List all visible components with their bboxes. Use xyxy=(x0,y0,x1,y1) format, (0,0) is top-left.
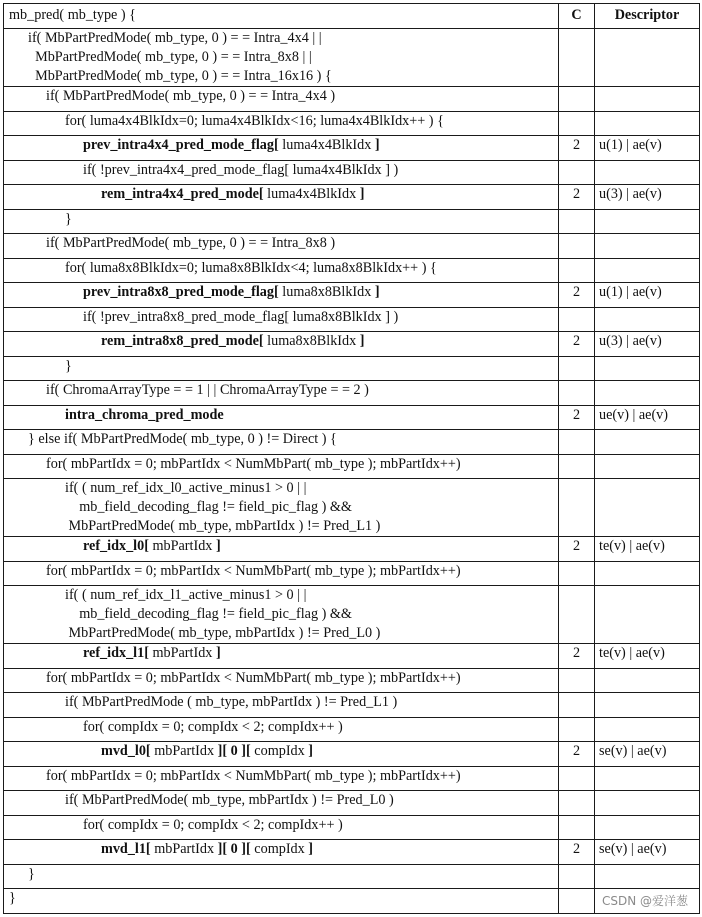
syntax-line: if( ( num_ref_idx_l0_active_minus1 > 0 | | xyxy=(65,480,307,496)
syntax-line: if( MbPartPredMode( mb_type, 0 ) = = Intra_4x4 ) xyxy=(46,88,336,104)
category-cell xyxy=(559,307,595,332)
syntax-line: if( ChromaArrayType = = 1 | | ChromaArrayType = = 2 ) xyxy=(46,382,369,398)
descriptor-cell xyxy=(595,717,700,742)
category-cell: 2 xyxy=(559,840,595,865)
syntax-line: MbPartPredMode( mb_type, 0 ) = = Intra_8x8 | | xyxy=(28,49,312,65)
syntax-line: if( !prev_intra8x8_pred_mode_flag[ luma8x8BlkIdx ] ) xyxy=(83,308,399,325)
category-cell xyxy=(559,258,595,283)
table-row xyxy=(4,454,700,479)
syntax-element-name: rem_intra4x4_pred_mode[ xyxy=(101,186,264,202)
syntax-element-index: luma8x8BlkIdx xyxy=(278,284,375,300)
syntax-line: for( luma4x4BlkIdx=0; luma4x4BlkIdx<16; luma4x4BlkIdx++ ) { xyxy=(65,112,444,129)
syntax-cell xyxy=(4,586,559,644)
syntax-cell xyxy=(4,742,559,767)
descriptor-cell xyxy=(595,87,700,112)
descriptor-cell xyxy=(595,693,700,718)
category-cell xyxy=(559,381,595,406)
table-row xyxy=(4,537,700,562)
descriptor-cell xyxy=(595,766,700,791)
syntax-line: if( MbPartPredMode( mb_type, 0 ) = = Intra_8x8 ) xyxy=(46,235,336,251)
syntax-element-name: rem_intra8x8_pred_mode[ xyxy=(101,333,264,349)
descriptor-cell xyxy=(595,864,700,889)
syntax-cell xyxy=(4,283,559,308)
syntax-element-index: compIdx xyxy=(250,841,309,857)
syntax-element-name: ref_idx_l1[ xyxy=(83,645,149,661)
syntax-element-name: prev_intra8x8_pred_mode_flag[ xyxy=(83,284,279,300)
syntax-cell xyxy=(4,864,559,889)
descriptor-cell: u(1) | ae(v) xyxy=(595,136,700,161)
syntax-line: for( mbPartIdx = 0; mbPartIdx < NumMbPart( mb_type ); mbPartIdx++) xyxy=(46,767,461,784)
syntax-line: if( MbPartPredMode ( mb_type, mbPartIdx ) != Pred_L1 ) xyxy=(65,694,398,710)
table-row xyxy=(4,479,700,537)
descriptor-cell xyxy=(595,29,700,87)
table-row xyxy=(4,111,700,136)
syntax-cell xyxy=(4,111,559,136)
syntax-element-index: luma4x4BlkIdx xyxy=(263,186,360,202)
table-row xyxy=(4,693,700,718)
table-row xyxy=(4,381,700,406)
syntax-element-name: intra_chroma_pred_mode xyxy=(65,406,224,423)
syntax-element-name: ] xyxy=(374,137,380,153)
syntax-cell xyxy=(4,561,559,586)
descriptor-cell xyxy=(595,561,700,586)
category-cell: 2 xyxy=(559,742,595,767)
syntax-element-name: ] xyxy=(359,333,365,349)
category-cell xyxy=(559,586,595,644)
syntax-line: if( !prev_intra4x4_pred_mode_flag[ luma4x4BlkIdx ] ) xyxy=(83,161,399,178)
table-row xyxy=(4,766,700,791)
table-row xyxy=(4,356,700,381)
syntax-cell xyxy=(4,307,559,332)
descriptor-cell: ue(v) | ae(v) xyxy=(595,405,700,430)
table-row xyxy=(4,234,700,259)
category-cell: 2 xyxy=(559,283,595,308)
table-body xyxy=(4,29,700,914)
table-row xyxy=(4,430,700,455)
table-row xyxy=(4,889,700,914)
syntax-element-name: ] xyxy=(359,186,365,202)
category-cell xyxy=(559,209,595,234)
syntax-cell xyxy=(4,405,559,430)
category-cell xyxy=(559,87,595,112)
category-cell xyxy=(559,479,595,537)
category-cell: 2 xyxy=(559,405,595,430)
table-row xyxy=(4,840,700,865)
descriptor-cell xyxy=(595,234,700,259)
syntax-cell xyxy=(4,381,559,406)
syntax-cell xyxy=(4,840,559,865)
descriptor-cell xyxy=(595,307,700,332)
syntax-element-index: luma4x4BlkIdx xyxy=(278,137,375,153)
table-row xyxy=(4,742,700,767)
syntax-cell xyxy=(4,644,559,669)
category-cell xyxy=(559,356,595,381)
syntax-element-name: ] xyxy=(374,284,380,300)
table-row xyxy=(4,307,700,332)
table-row xyxy=(4,29,700,87)
syntax-element-index: mbPartIdx xyxy=(148,538,216,554)
category-cell: 2 xyxy=(559,537,595,562)
table-row xyxy=(4,864,700,889)
table-row xyxy=(4,209,700,234)
table-row xyxy=(4,87,700,112)
descriptor-cell: u(3) | ae(v) xyxy=(595,185,700,210)
category-cell xyxy=(559,454,595,479)
syntax-element-name: mvd_l0[ xyxy=(101,743,151,759)
syntax-line: } xyxy=(28,865,35,882)
syntax-element-index: mbPartIdx xyxy=(150,743,218,759)
syntax-cell xyxy=(4,454,559,479)
syntax-element-name: ] xyxy=(215,538,221,554)
syntax-line: for( luma8x8BlkIdx=0; luma8x8BlkIdx<4; luma8x8BlkIdx++ ) { xyxy=(65,259,437,276)
syntax-cell xyxy=(4,258,559,283)
descriptor-cell: u(3) | ae(v) xyxy=(595,332,700,357)
category-cell xyxy=(559,717,595,742)
syntax-line: MbPartPredMode( mb_type, mbPartIdx ) != Pred_L0 ) xyxy=(65,625,381,641)
table-row xyxy=(4,258,700,283)
table-row xyxy=(4,791,700,816)
syntax-line: MbPartPredMode( mb_type, mbPartIdx ) != Pred_L1 ) xyxy=(65,518,381,534)
syntax-cell xyxy=(4,430,559,455)
syntax-line: } else if( MbPartPredMode( mb_type, 0 ) != Direct ) { xyxy=(28,431,337,447)
descriptor-cell: te(v) | ae(v) xyxy=(595,537,700,562)
descriptor-cell xyxy=(595,815,700,840)
category-cell xyxy=(559,693,595,718)
syntax-element-name: ][ 0 ][ xyxy=(217,743,251,759)
table-row xyxy=(4,717,700,742)
syntax-line: } xyxy=(65,357,72,374)
category-cell xyxy=(559,889,595,914)
syntax-cell xyxy=(4,185,559,210)
syntax-cell xyxy=(4,693,559,718)
watermark: CSDN @爱洋葱 xyxy=(601,894,688,908)
syntax-element-index: mbPartIdx xyxy=(150,841,218,857)
table-row xyxy=(4,644,700,669)
category-cell xyxy=(559,29,595,87)
syntax-element-name: ][ 0 ][ xyxy=(217,841,251,857)
syntax-line: MbPartPredMode( mb_type, 0 ) = = Intra_16x16 ) { xyxy=(28,68,332,84)
syntax-cell xyxy=(4,766,559,791)
syntax-line: mb_field_decoding_flag != field_pic_flag ) && xyxy=(65,606,352,622)
descriptor-cell: te(v) | ae(v) xyxy=(595,644,700,669)
category-cell xyxy=(559,791,595,816)
category-cell: 2 xyxy=(559,644,595,669)
table-row xyxy=(4,815,700,840)
syntax-element-name: ] xyxy=(308,743,314,759)
syntax-line: if( MbPartPredMode( mb_type, 0 ) = = Intra_4x4 | | xyxy=(28,30,322,46)
syntax-line: if( ( num_ref_idx_l1_active_minus1 > 0 | | xyxy=(65,587,307,603)
descriptor-cell xyxy=(595,791,700,816)
descriptor-cell xyxy=(595,668,700,693)
table-row xyxy=(4,136,700,161)
table-row xyxy=(4,561,700,586)
syntax-cell xyxy=(4,889,559,914)
category-cell xyxy=(559,160,595,185)
c-header: C xyxy=(559,4,595,29)
table-row xyxy=(4,185,700,210)
syntax-cell xyxy=(4,717,559,742)
syntax-header: mb_pred( mb_type ) { xyxy=(4,4,559,29)
syntax-cell xyxy=(4,136,559,161)
syntax-cell xyxy=(4,356,559,381)
descriptor-cell xyxy=(595,111,700,136)
syntax-cell xyxy=(4,209,559,234)
descriptor-cell xyxy=(595,356,700,381)
descriptor-cell xyxy=(595,258,700,283)
descriptor-cell: se(v) | ae(v) xyxy=(595,742,700,767)
syntax-element-name: ref_idx_l0[ xyxy=(83,538,149,554)
descriptor-cell xyxy=(595,479,700,537)
descriptor-cell xyxy=(595,209,700,234)
syntax-line: for( mbPartIdx = 0; mbPartIdx < NumMbPart( mb_type ); mbPartIdx++) xyxy=(46,455,461,472)
syntax-line: for( compIdx = 0; compIdx < 2; compIdx++ ) xyxy=(83,718,343,735)
descriptor-cell xyxy=(595,381,700,406)
syntax-line: } xyxy=(9,890,16,906)
descriptor-header: Descriptor xyxy=(595,4,700,29)
syntax-line: for( compIdx = 0; compIdx < 2; compIdx++ ) xyxy=(83,816,343,833)
category-cell: 2 xyxy=(559,136,595,161)
syntax-element-name: ] xyxy=(215,645,221,661)
syntax-cell xyxy=(4,332,559,357)
syntax-table xyxy=(3,3,700,914)
syntax-cell xyxy=(4,234,559,259)
descriptor-cell xyxy=(595,454,700,479)
category-cell xyxy=(559,766,595,791)
header-row xyxy=(4,4,700,29)
descriptor-cell: u(1) | ae(v) xyxy=(595,283,700,308)
syntax-cell xyxy=(4,815,559,840)
category-cell xyxy=(559,234,595,259)
syntax-element-name: mvd_l1[ xyxy=(101,841,151,857)
syntax-cell xyxy=(4,29,559,87)
descriptor-cell: se(v) | ae(v) xyxy=(595,840,700,865)
syntax-cell xyxy=(4,791,559,816)
table-row xyxy=(4,332,700,357)
syntax-cell xyxy=(4,160,559,185)
syntax-element-index: luma8x8BlkIdx xyxy=(263,333,360,349)
syntax-line: for( mbPartIdx = 0; mbPartIdx < NumMbPart( mb_type ); mbPartIdx++) xyxy=(46,669,461,686)
category-cell xyxy=(559,561,595,586)
syntax-cell xyxy=(4,537,559,562)
syntax-element-name: prev_intra4x4_pred_mode_flag[ xyxy=(83,137,279,153)
syntax-line: mb_field_decoding_flag != field_pic_flag ) && xyxy=(65,499,352,515)
table-row xyxy=(4,160,700,185)
category-cell xyxy=(559,430,595,455)
table-row xyxy=(4,283,700,308)
syntax-element-index: mbPartIdx xyxy=(148,645,216,661)
descriptor-cell xyxy=(595,160,700,185)
table-row xyxy=(4,405,700,430)
descriptor-cell xyxy=(595,586,700,644)
table-row xyxy=(4,668,700,693)
category-cell xyxy=(559,111,595,136)
syntax-cell xyxy=(4,479,559,537)
syntax-cell xyxy=(4,668,559,693)
category-cell xyxy=(559,668,595,693)
table-row xyxy=(4,586,700,644)
syntax-line: if( MbPartPredMode( mb_type, mbPartIdx ) != Pred_L0 ) xyxy=(65,792,394,808)
category-cell xyxy=(559,864,595,889)
syntax-line: } xyxy=(65,210,72,227)
category-cell xyxy=(559,815,595,840)
syntax-line: for( mbPartIdx = 0; mbPartIdx < NumMbPart( mb_type ); mbPartIdx++) xyxy=(46,562,461,579)
syntax-element-index: compIdx xyxy=(250,743,309,759)
category-cell: 2 xyxy=(559,185,595,210)
descriptor-cell xyxy=(595,430,700,455)
syntax-element-name: ] xyxy=(308,841,314,857)
syntax-cell xyxy=(4,87,559,112)
category-cell: 2 xyxy=(559,332,595,357)
